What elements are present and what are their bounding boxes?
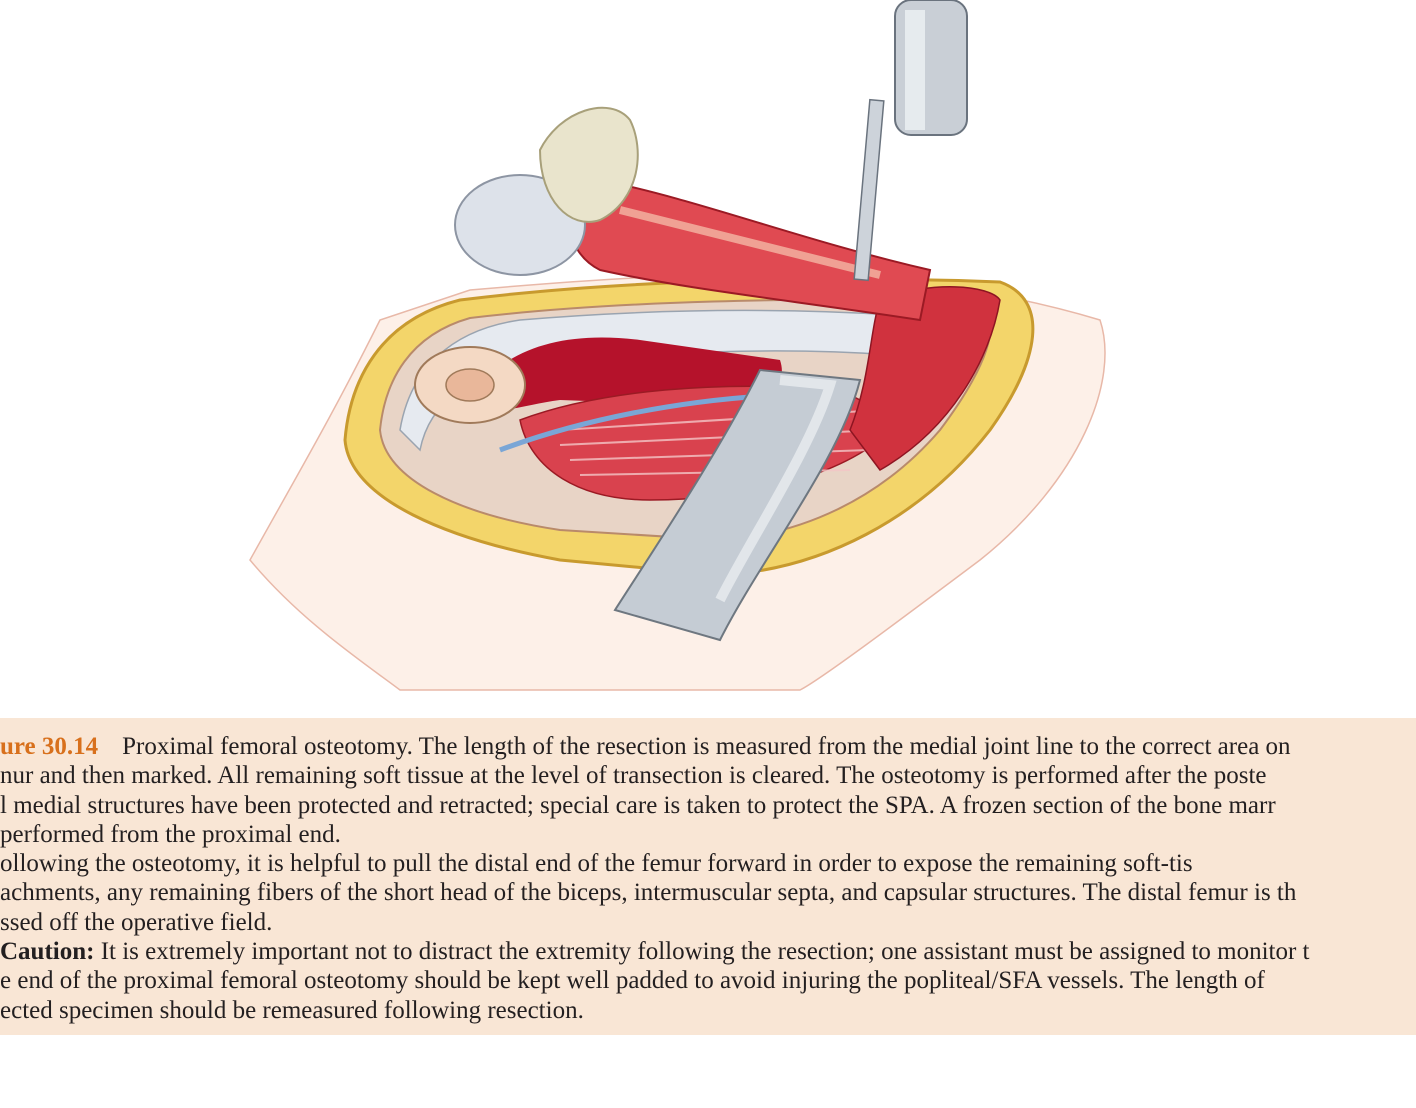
paragraph-text-line: ssed off the operative field. [0, 908, 273, 936]
saw-blade [854, 100, 884, 281]
caution-text-line: e end of the proximal femoral osteotomy should be kept well padded to avoid injuring the popliteal/SFA vessels. The length of [0, 967, 1265, 995]
caution-text-line: It is extremely important not to distract the extremity following the resection; one assistant must be assigned to monitor t [100, 938, 1310, 966]
caution-text-line: ected specimen should be remeasured following resection. [0, 996, 584, 1024]
figure-caption-box [0, 718, 1416, 1035]
caption-text-line: nur and then marked. All remaining soft tissue at the level of transection is cleared. The osteotomy is performed after the poste [0, 762, 1267, 790]
figure-caption [0, 732, 1416, 1025]
paragraph2-line-1 [0, 849, 1416, 878]
caution-line-2 [0, 966, 1416, 995]
caption-line-1 [0, 732, 1416, 761]
caption-text-line: l medial structures have been protected and retracted; special care is taken to protect the SPA. A frozen section of the bone marr [0, 791, 1276, 819]
caption-line-2 [0, 761, 1416, 790]
caption-text-line: Proximal femoral osteotomy. The length of the resection is measured from the medial joint line to the correct area on [122, 733, 1291, 760]
paragraph-text-line: achments, any remaining fibers of the short head of the biceps, intermuscular septa, and capsular structures. The distal femur is th [0, 879, 1297, 907]
caution-line-1 [0, 937, 1416, 966]
paragraph-text-line: ollowing the osteotomy, it is helpful to pull the distal end of the femur forward in order to expose the remaining soft-tis [0, 850, 1193, 878]
caption-line-4 [0, 820, 1416, 849]
caption-text-line: performed from the proximal end. [0, 820, 341, 848]
paragraph2-line-3 [0, 908, 1416, 937]
caution-label: Caution: [0, 938, 95, 966]
paragraph2-line-2 [0, 878, 1416, 907]
figure-label: ure 30.14 [0, 733, 99, 760]
caption-line-3 [0, 791, 1416, 820]
caution-line-3 [0, 996, 1416, 1025]
